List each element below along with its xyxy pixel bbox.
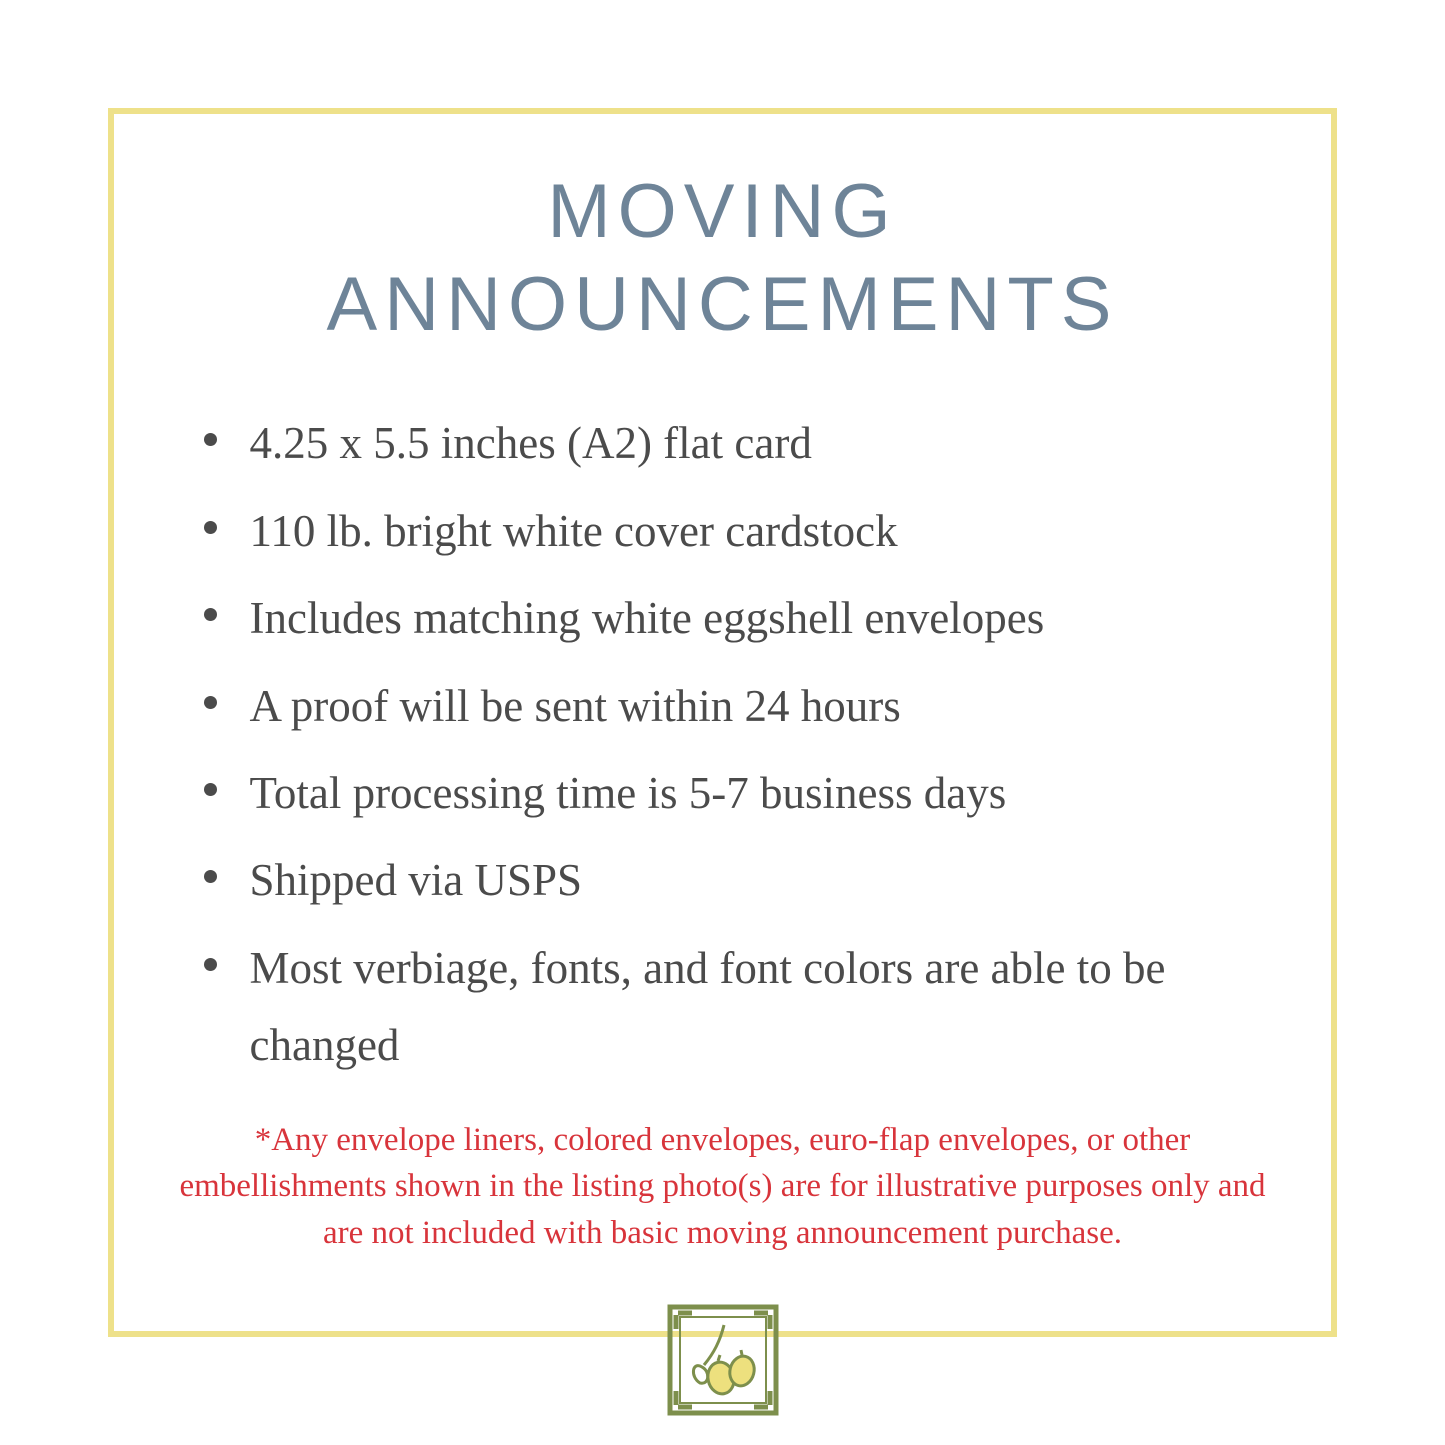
list-item-label: A proof will be sent within 24 hours <box>249 680 901 731</box>
list-item-label: 110 lb. bright white cover cardstock <box>249 505 898 556</box>
bullet-icon <box>204 521 217 534</box>
bullet-icon <box>204 433 217 446</box>
list-item-label: Shipped via USPS <box>249 855 583 906</box>
list-item-label: 4.25 x 5.5 inches (A2) flat card <box>249 418 812 469</box>
page-title <box>114 166 1331 351</box>
list-item-label: Includes matching white eggshell envelopes <box>249 593 1045 644</box>
specs-list <box>178 405 1268 1094</box>
bullet-icon <box>204 783 217 796</box>
page-title-line-2: ANNOUNCEMENTS <box>326 261 1119 347</box>
list-item-label: Total processing time is 5-7 business days <box>249 768 1007 818</box>
list-item <box>178 668 1268 745</box>
disclaimer-text: *Any envelope liners, colored envelopes, euro-flap envelopes, or other embellishments shown in the listing photo(s) are for illustrative purposes only and are not included with basic moving announcement purchase. <box>179 1121 1266 1252</box>
lemon-branch-logo <box>658 1295 788 1425</box>
list-item <box>178 580 1268 657</box>
list-item <box>178 930 1268 1085</box>
bullet-icon <box>204 608 217 621</box>
list-item <box>178 755 1268 832</box>
bullet-icon <box>204 696 217 709</box>
list-item <box>178 405 1268 482</box>
bullet-icon <box>204 870 217 883</box>
list-item-label: Most verbiage, fonts, and font colors are able to be changed <box>249 942 1166 1071</box>
info-card <box>108 108 1337 1337</box>
page-title-line-1: MOVING <box>547 169 898 254</box>
list-item <box>178 493 1268 570</box>
list-item <box>178 842 1268 919</box>
bullet-icon <box>204 958 217 971</box>
